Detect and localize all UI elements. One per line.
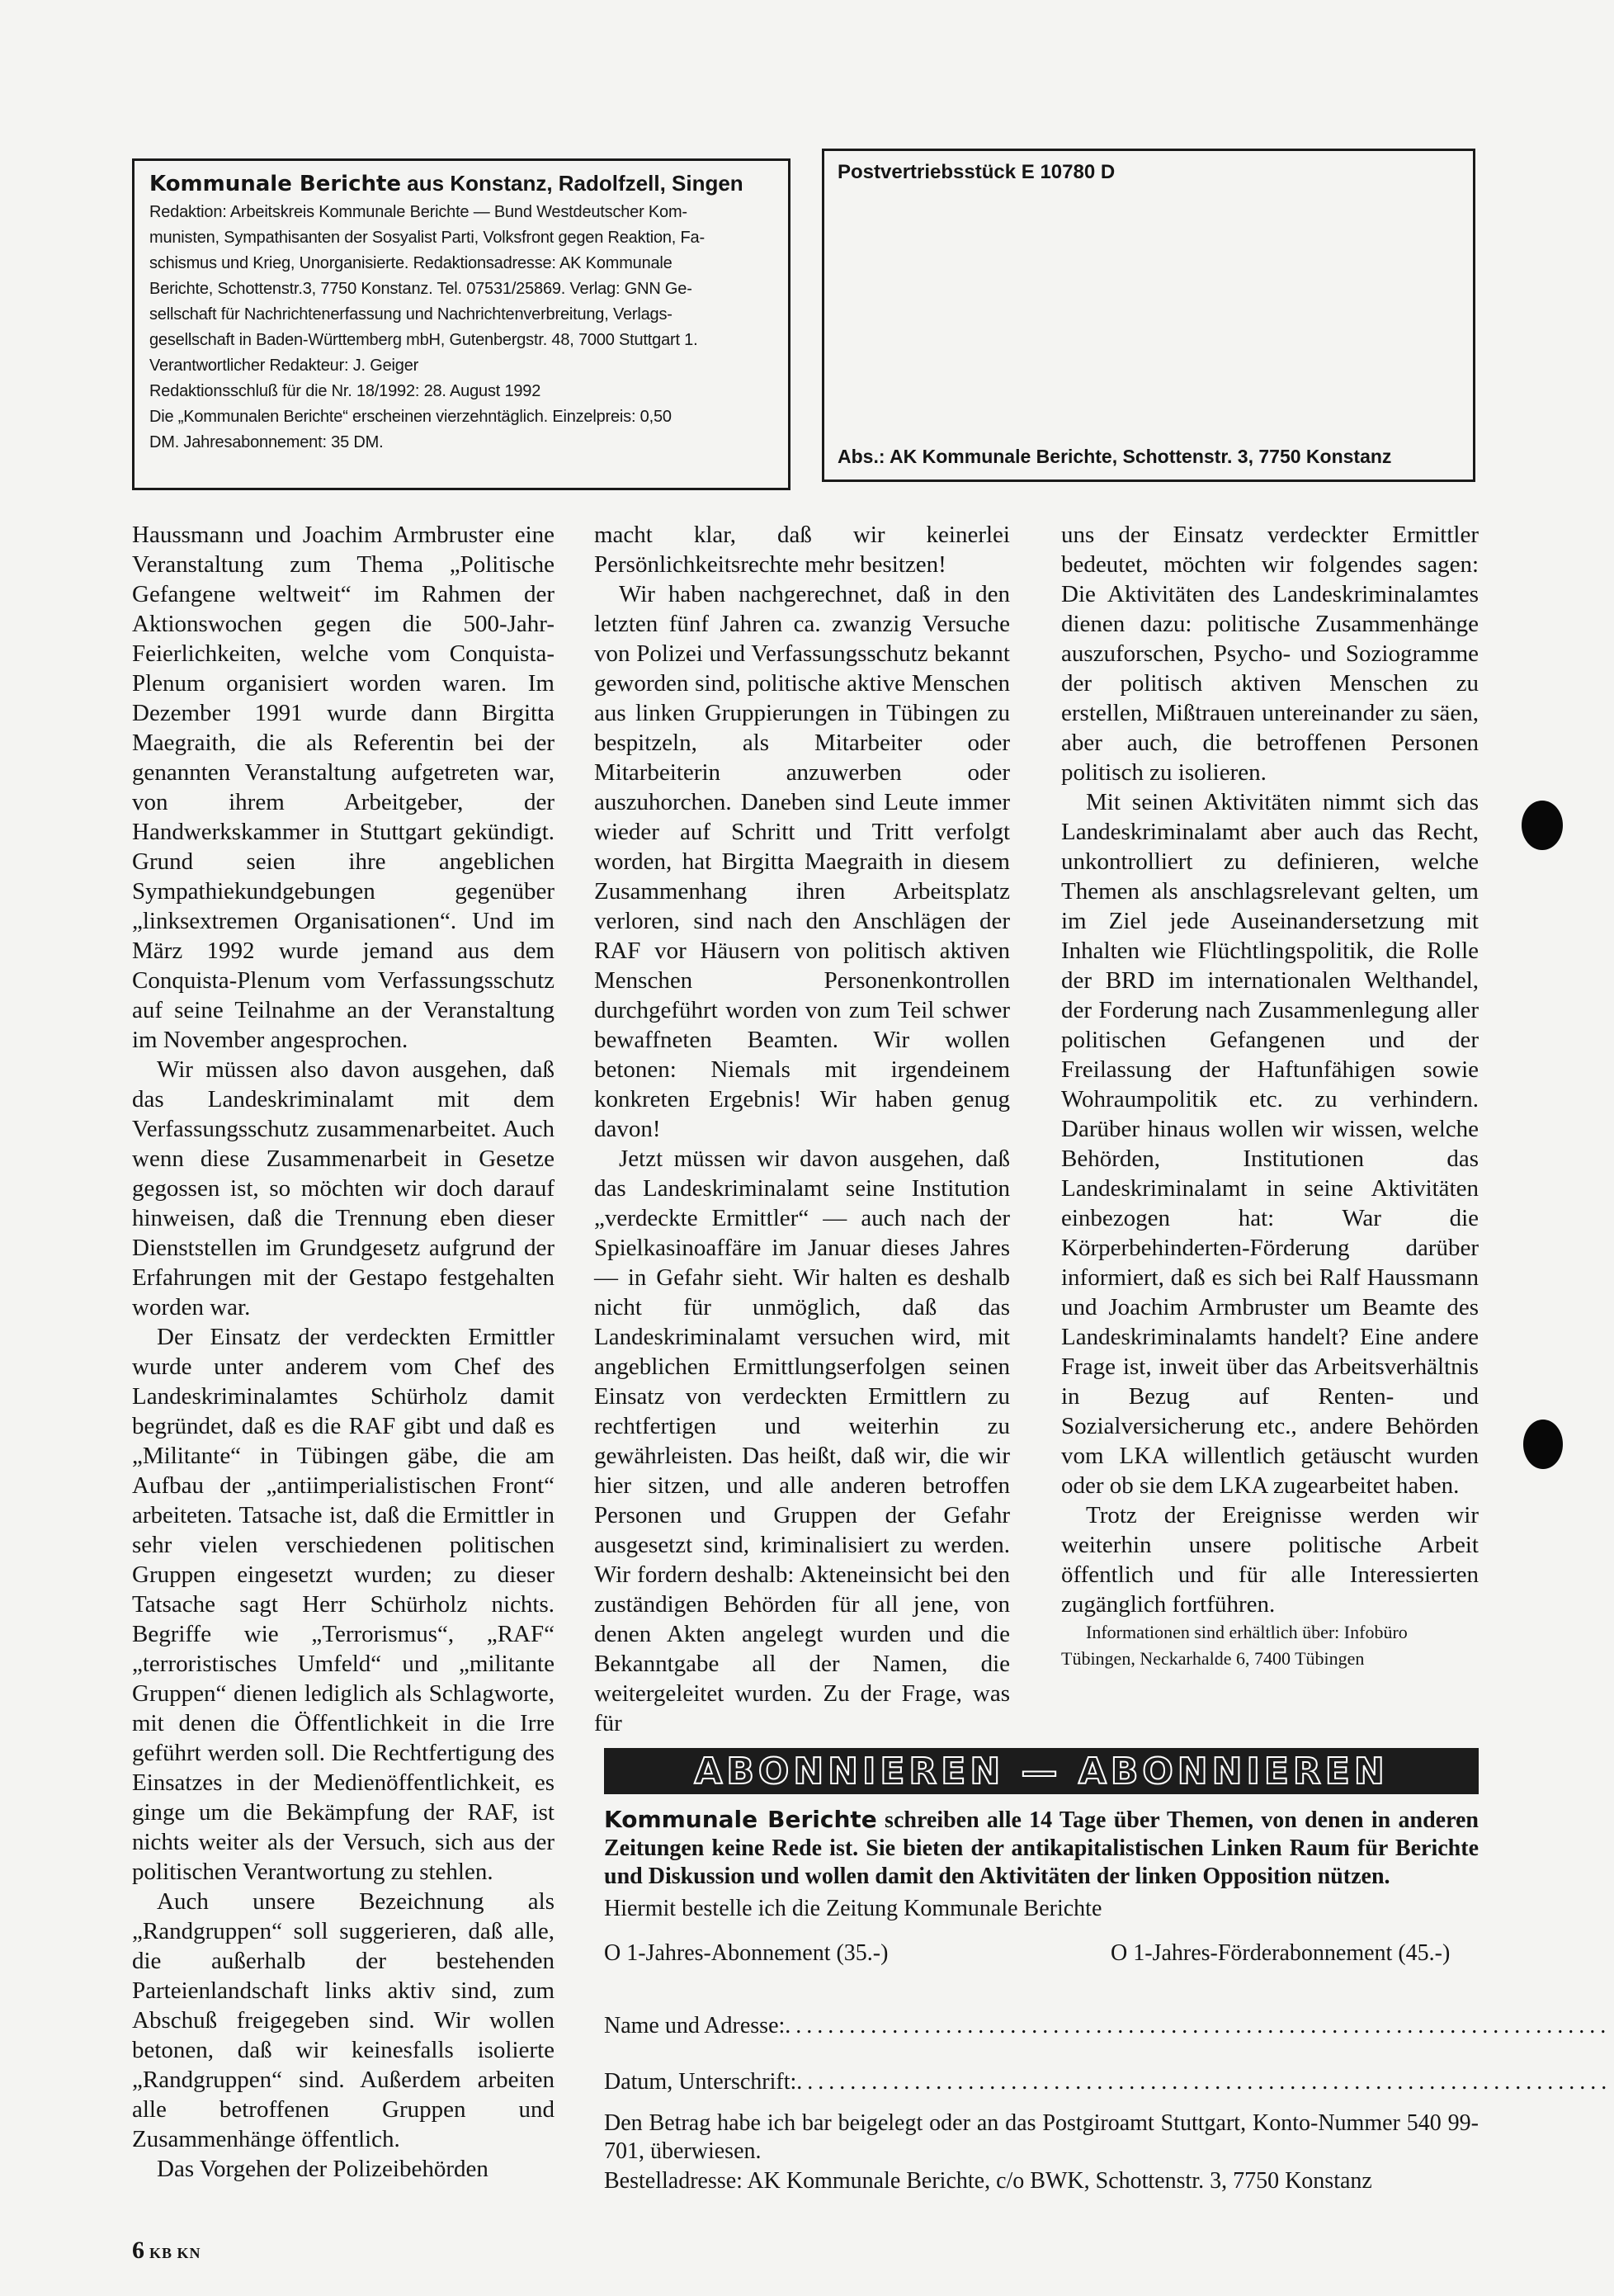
- impressum-title: [149, 171, 772, 196]
- paragraph: Das Vorgehen der Polizeibehörden: [157, 2156, 488, 2182]
- paragraph: Der Einsatz der verdeckten Ermittler wurde unter anderem vom Chef des Landeskriminalamtes Schürholz damit begründet, daß es die RAF gibt und daß es „Militante“ in Tübingen gäbe, die am Aufbau der „antiimperialistischen Front“ arbeiteten. Tatsache ist, daß die Ermittler in sehr vielen verschiedenen politischen Gruppen eingesetzt wurden; zu dieser Tatsache sagt Herr Schürholz nichts. Begriffe wie „Terrorismus“, „RAF“ „terroristisches Umfeld“ und „militante Gruppen“ dienen lediglich als Schlagworte, mit denen die Öffentlichkeit in die Irre geführt werden soll. Die Rechtfertigung des Einsatzes in der Medienöffentlichkeit, es ginge um die Bekämpfung der RAF, ist nichts weiter als der Versuch, sich aus der politischen Verantwortung zu stehlen.: [132, 1324, 555, 1885]
- order-statement: Hiermit bestelle ich die Zeitung Kommunale Berichte: [604, 1896, 1102, 1921]
- subscription-intro: [604, 1806, 1479, 1891]
- dotted-line: .............................................................................: [785, 2013, 1612, 2039]
- date-signature-field[interactable]: [604, 2068, 1612, 2096]
- page-number: 6: [132, 2237, 144, 2264]
- paragraph: Jetzt müssen wir davon ausgehen, daß das Landeskriminalamt seine Institution „verdeckte Ermittler“ — auch nach der Spielkasinoaffäre im Januar dieses Jahres — in Gefahr sieht. Wir halten es deshalb nicht für unmöglich, daß das Landeskriminalamt versuchen wird, mit angeblichen Ermittlungserfolgen seinen Einsatz von verdeckten Ermittlern zu rechtfertigen und weiterhin zu gewährleisten. Das heißt, daß wir, die wir hier sitzen, und alle anderen betroffen Personen und Gruppen der Gefahr ausgesetzt sind, kriminalisiert zu werden. Wir fordern deshalb: Akteneinsicht bei den zuständigen Behörden für all jene, von denen Akten angelegt wurden und die Bekanntgabe all der Namen, die weitergeleitet wurden. Zu der Frage, was für: [594, 1146, 1010, 1736]
- order-address: Bestelladresse: AK Kommunale Berichte, c/o BWK, Schottenstr. 3, 7750 Konstanz: [604, 2168, 1372, 2194]
- punch-hole-mark: [1522, 801, 1563, 850]
- impressum-line: Die „Kommunalen Berichte“ erscheinen vierzehntäglich. Einzelpreis: 0,50: [149, 408, 672, 426]
- impressum-line: Verantwortlicher Redakteur: J. Geiger: [149, 357, 419, 375]
- impressum-line: sellschaft für Nachrichtenerfassung und Nachrichtenverbreitung, Verlags-: [149, 305, 672, 324]
- impressum-line: Berichte, Schottenstr.3, 7750 Konstanz. Tel. 07531/25869. Verlag: GNN Ge-: [149, 280, 692, 298]
- article-column-1: [132, 520, 555, 2184]
- paragraph: Auch unsere Bezeichnung als „Randgruppen“ soll suggerieren, daß alle, die außerhalb der bestehenden Parteienlandschaft links aktiv sind, zum Abschuß freigegeben sind. Wir wollen betonen, daß wir keinesfalls isolierte „Randgruppen“ sind. Außerdem arbeiten alle betroffenen Gruppen und Zusammenhänge öffentlich.: [132, 1888, 555, 2152]
- paragraph: macht klar, daß wir keinerlei Persönlichkeitsrechte mehr besitzen!: [594, 522, 1010, 578]
- info-note: Informationen sind erhältlich über: Infobüro Tübingen, Neckarhalde 6, 7400 Tübingen: [1061, 1622, 1408, 1669]
- paragraph: Mit seinen Aktivitäten nimmt sich das Landeskriminalamt aber auch das Recht, unkontrolliert zu definieren, welche Themen als anschlagsrelevant gelten, um im Ziel jede Auseinandersetzung mit Inhalten wie Flüchtlingspolitik, die Rolle der BRD im internationalen Welthandel, der Forderung nach Zusammenlegung aller politischen Gefangenen und der Freilassung der Haftunfähigen sowie Wohraumpolitik etc. zu verhindern. Darüber hinaus wollen wir wissen, welche Behörden, Institutionen das Landeskriminalamt in seine Aktivitäten einbezogen hat: War die Körperbehinderten-Förderung darüber informiert, daß es sich bei Ralf Haussmann und Joachim Armbruster um Beamte des Landeskriminalamts handelt? Eine andere Frage ist, inweit über das Arbeitsverhältnis in Bezug auf Renten- und Sozialversicherung etc., andere Behörden vom LKA willentlich getäuscht wurden oder ob sie dem LKA zugearbeitet haben.: [1061, 789, 1479, 1499]
- name-address-label: Name und Adresse:: [604, 2013, 786, 2039]
- article-column-3: [1061, 520, 1479, 1672]
- postal-box: [822, 149, 1475, 482]
- article-column-2: [594, 520, 1010, 1738]
- impressum-line: Redaktionsschluß für die Nr. 18/1992: 28. August 1992: [149, 382, 541, 400]
- name-address-field[interactable]: [604, 2012, 1612, 2040]
- impressum-line: Redaktion: Arbeitskreis Kommunale Berichte — Bund Westdeutscher Kom-: [149, 203, 687, 221]
- impressum-title-rest: aus Konstanz, Radolfzell, Singen: [401, 171, 743, 196]
- subscription-banner-text: ABONNIEREN — ABONNIEREN: [694, 1750, 1389, 1793]
- impressum-line: schismus und Krieg, Unorganisierte. Redaktionsadresse: AK Kommunale: [149, 254, 672, 272]
- date-signature-label: Datum, Unterschrift:: [604, 2069, 797, 2095]
- dotted-line: ............................................................................: [796, 2069, 1612, 2095]
- paragraph: Trotz der Ereignisse werden wir weiterhin unsere politische Arbeit öffentlich und für alle Interessierten zugänglich fortführen.: [1061, 1502, 1479, 1618]
- paragraph: uns der Einsatz verdeckter Ermittler bedeutet, möchten wir folgendes sagen: Die Aktivitäten des Landeskriminalamtes dienen dazu: politische Zusammenhänge auszuforschen, Psycho- und Soziogramme der politisch aktiven Menschen zu erstellen, Mißtrauen untereinander zu säen, aber auch, die betroffenen Personen politisch zu isolieren.: [1061, 522, 1479, 786]
- impressum-box: [132, 158, 790, 490]
- payment-note: Den Betrag habe ich bar beigelegt oder an das Postgiroamt Stuttgart, Konto-Nummer 540 99-701, überwiesen.: [604, 2110, 1479, 2164]
- subscription-banner: [604, 1748, 1479, 1794]
- option-supporter-subscription[interactable]: O 1-Jahres-Förderabonnement (45.-): [1111, 1940, 1451, 1966]
- sender-address: Abs.: AK Kommunale Berichte, Schottenstr. 3, 7750 Konstanz: [838, 446, 1392, 467]
- option-annual-subscription[interactable]: O 1-Jahres-Abonnement (35.-): [604, 1940, 889, 1966]
- subscription-brand: Kommunale Berichte: [604, 1806, 877, 1833]
- page-footer: [132, 2237, 201, 2265]
- impressum-line: DM. Jahresabonnement: 35 DM.: [149, 433, 384, 451]
- paragraph: Haussmann und Joachim Armbruster eine Veranstaltung zum Thema „Politische Gefangene weltweit“ im Rahmen der Aktionswochen gegen die 500-Jahr-Feierlichkeiten, welche vom Conquista-Plenum organisiert worden waren. Im Dezember 1991 wurde dann Birgitta Maegraith, die als Referentin bei der genannten Veranstaltung aufgetreten war, von ihrem Arbeitgeber, der Handwerkskammer in Stuttgart gekündigt. Grund seien ihre angeblichen Sympathiekundgebungen gegenüber „linksextremen Organisationen“. Und im März 1992 wurde jemand aus dem Conquista-Plenum vom Verfassungsschutz auf seine Teilnahme an der Veranstaltung im November angesprochen.: [132, 522, 555, 1053]
- impressum-brand: Kommunale Berichte: [149, 172, 402, 196]
- publication-tag: KB KN: [149, 2245, 201, 2261]
- subscription-form: [604, 1748, 1612, 2194]
- paragraph: Wir müssen also davon ausgehen, daß das Landeskriminalamt mit dem Verfassungsschutz zusammenarbeitet. Auch wenn diese Zusammenarbeit in Gesetze gegossen ist, so möchten wir doch darauf hinweisen, daß die Trennung eben dieser Dienststellen im Grundgesetz aufgrund der Erfahrungen mit der Gestapo festgehalten worden war.: [132, 1056, 555, 1320]
- subscription-intro-text: schreiben alle 14 Tage über Themen, von denen in anderen Zeitungen keine Rede ist. Sie bieten der antikapitalistischen Linken Raum für Berichte und Diskussion und wollen damit den Aktivitäten der linken Opposition nützen.: [604, 1807, 1479, 1889]
- punch-hole-mark: [1523, 1420, 1563, 1469]
- impressum-line: munisten, Sympathisanten der Sosyalist Parti, Volksfront gegen Reaktion, Fa-: [149, 229, 705, 247]
- paragraph: Wir haben nachgerechnet, daß in den letzten fünf Jahren ca. zwanzig Versuche von Polizei und Verfassungsschutz bekannt geworden sind, politische aktive Menschen aus linken Gruppierungen in Tübingen zu bespitzeln, als Mitarbeiter oder Mitarbeiterin anzuwerben oder auszuhorchen. Daneben sind Leute immer wieder auf Schritt und Tritt verfolgt worden, hat Birgitta Maegraith in diesem Zusammenhang ihren Arbeitsplatz verloren, sind nach den Anschlägen der RAF vor Häusern von politisch aktiven Menschen Personenkontrollen durchgeführt worden von zum Teil schwer bewaffneten Beamten. Wir wollen betonen: Niemals mit irgendeinem konkreten Ergebnis! Wir haben genug davon!: [594, 581, 1010, 1142]
- impressum-line: gesellschaft in Baden-Württemberg mbH, Gutenbergstr. 48, 7000 Stuttgart 1.: [149, 331, 698, 349]
- postal-header: Postvertriebsstück E 10780 D: [838, 161, 1116, 183]
